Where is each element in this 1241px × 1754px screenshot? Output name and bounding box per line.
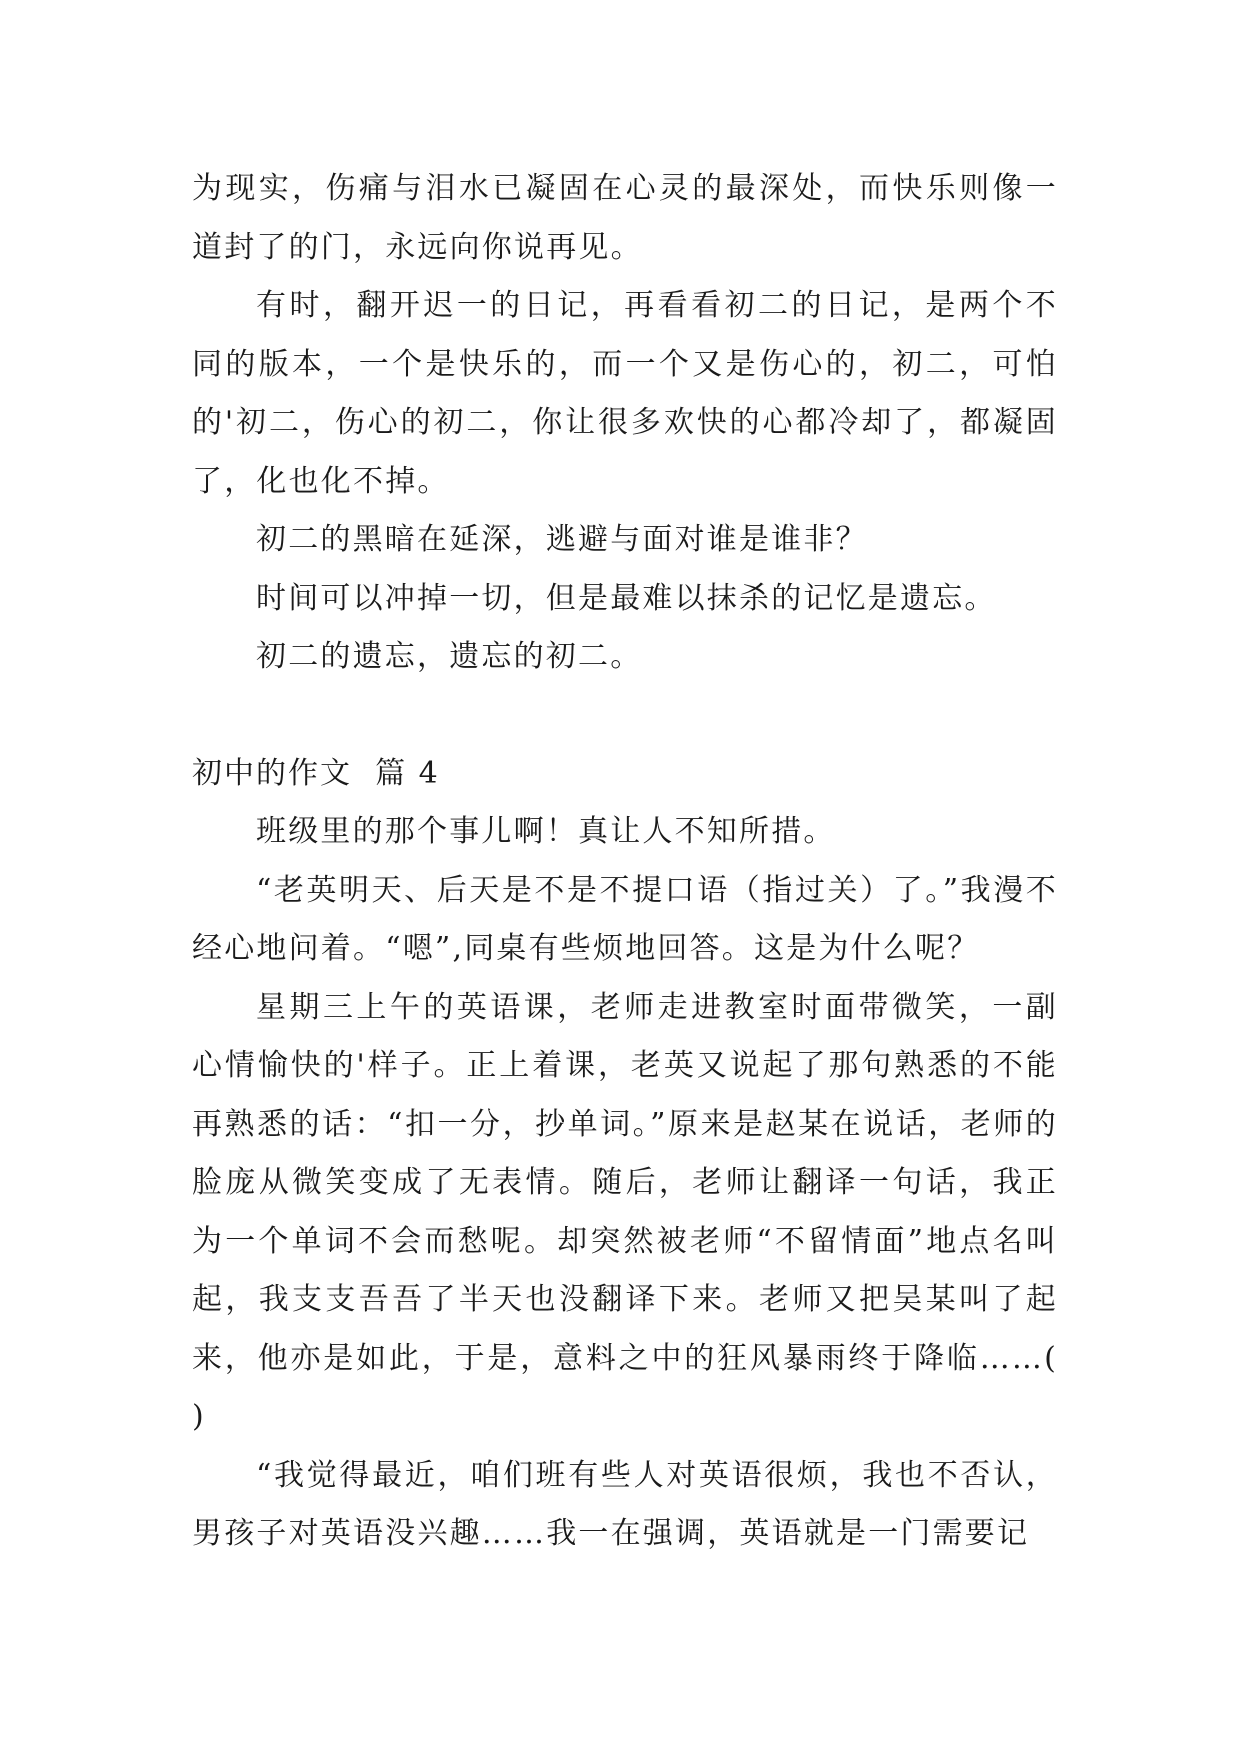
- paragraph: 有时，翻开迟一的日记，再看看初二的日记，是两个不同的版本，一个是快乐的，而一个又是伤心的，初二，可怕的'初二，伤心的初二，你让很多欢快的心都冷却了，都凝固了，化也化不掉。: [192, 288, 1058, 499]
- paragraph: 初二的遗忘，遗忘的初二。: [256, 639, 643, 674]
- section-essay-4: [192, 745, 1058, 1564]
- paragraph: 初二的黑暗在延深，逃避与面对谁是谁非？: [256, 522, 868, 557]
- paragraph: 班级里的那个事儿啊！真让人不知所措。: [256, 814, 836, 849]
- paragraph: 为现实，伤痛与泪水已凝固在心灵的最深处，而快乐则像一道封了的门，永远向你说再见。: [192, 171, 1058, 265]
- section-heading: 初中的作文 篇 4: [192, 755, 440, 791]
- section-previous: [192, 160, 1058, 687]
- paragraph: 星期三上午的英语课，老师走进教室时面带微笑，一副心情愉快的'样子。正上着课，老英又说起了那句熟悉的不能再熟悉的话：“扣一分，抄单词。”原来是赵某在说话，老师的脸庞从微笑变成了无表情。随后，老师让翻译一句话，我正为一个单词不会而愁呢。却突然被老师“不留情面”地点名叫起，我支支吾吾了半天也没翻译下来。老师又把吴某叫了起来，他亦是如此，于是，意料之中的狂风暴雨终于降临……( ): [192, 989, 1058, 1434]
- document-page: [192, 160, 1058, 1564]
- section-divider: [192, 687, 1058, 745]
- paragraph: “老英明天、后天是不是不提口语（指过关）了。”我漫不经心地问着。“嗯”,同桌有些烦地回答。这是为什么呢？: [192, 872, 1058, 966]
- paragraph: “我觉得最近，咱们班有些人对英语很烦，我也不否认，男孩子对英语没兴趣……我一在强调，英语就是一门需要记: [192, 1457, 1058, 1551]
- paragraph: 时间可以冲掉一切，但是最难以抹杀的记忆是遗忘。: [256, 580, 997, 616]
